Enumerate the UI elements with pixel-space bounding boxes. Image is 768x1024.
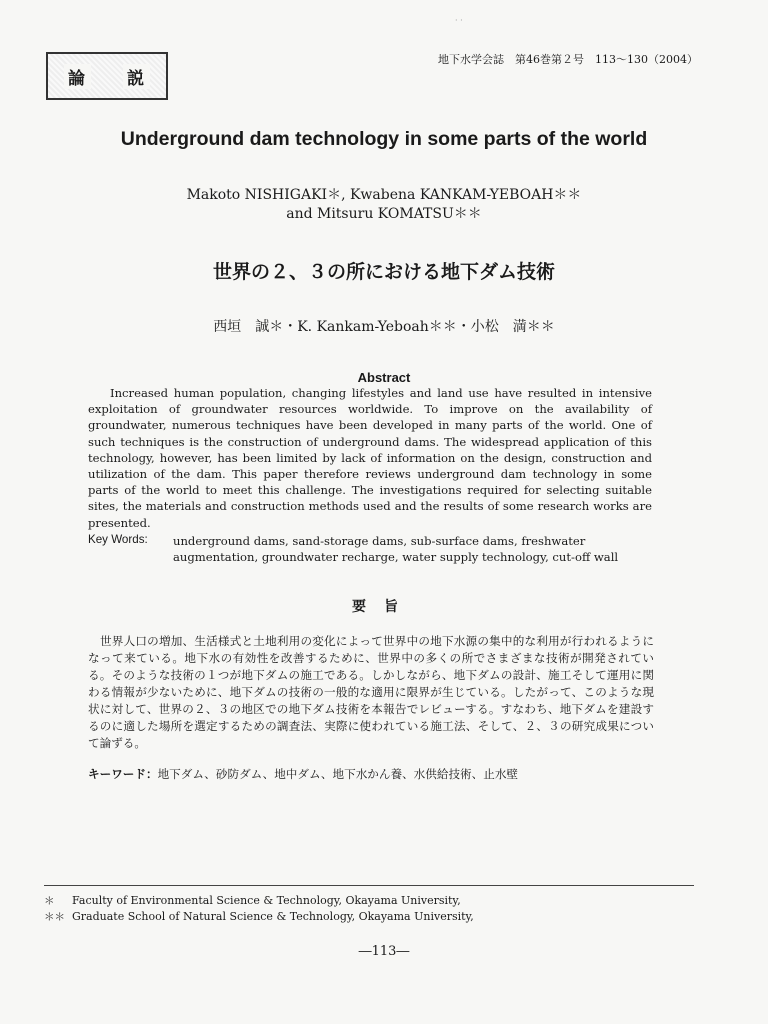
authors-line-1: Makoto NISHIGAKI＊, Kwabena KANKAM-YEBOAH＊＊ [186,187,582,203]
paper-title: Underground dam technology in some parts of the world [120,128,648,150]
abstract-body: Increased human population, changing lifestyles and land use have resulted in intensive exploitation of groundwater resources worldwide. To improve on the availability of groundwater, numerous techniques have been developed in many parts of the world. One of such techniques is the construction of underground dams. The widespread application of this technology, however, has been limited by lack of information on the design, construction and utilization of the dam. This paper therefore reviews underground dam technology in some parts of the world to meet this challenge. The investigations required for selecting suitable sites, the materials and construction methods used and the results of some research works are presented. [88,386,652,530]
stamp-char-2: 説 [123,64,150,89]
abstract-heading: Abstract [357,370,411,385]
japanese-authors: 西垣 誠＊・K. Kankam-Yeboah＊＊・小松 満＊＊ [213,319,555,335]
keywords-text: underground dams, sand-storage dams, sub-surface dams, freshwater augmentation, groundwater recharge, water supply technology, cut-off wall [173,534,619,564]
page-number: ―113― [358,944,410,959]
section-stamp [46,52,168,100]
footnote-2-mark: ＊＊ [44,911,65,923]
keywords-label: Key Words: [88,533,148,546]
scan-speck: · · [455,16,463,25]
japanese-keywords-label: キーワード： [88,767,158,781]
japanese-keywords-text: 地下ダム、砂防ダム、地中ダム、地下水かん養、水供給技術、止水壁 [157,767,519,781]
authors [0,186,768,224]
footnote-1-mark: ＊ [44,895,55,907]
stamp-char-1: 論 [64,64,91,89]
footnote-rule [44,885,694,886]
footnote-2-text: Graduate School of Natural Science & Technology, Okayama University, [72,910,474,923]
japanese-title: 世界の２、３の所における地下ダム技術 [212,261,555,283]
journal-info: 地下水学会誌 第46巻第２号 113～130（2004） [438,53,698,66]
youshi-body: 世界人口の増加、生活様式と土地利用の変化によって世界中の地下水源の集中的な利用が行われるようになって来ている。地下水の有効性を改善するために、世界中の多くの所でさまざまな技術が開発されている。そのような技術の１つが地下ダムの施工である。しかしながら、地下ダムの設計、施工そして運用に関わる情報が少ないために、地下ダムの技術の一般的な適用に限界が生じている。したがって、このような現状に対して、世界の２、３の地区での地下ダム技術を本報告でレビューする。すなわち、地下ダムを建設するのに適した場所を選定するための調査法、実際に使われている施工法、そして、２、３の研究成果について論ずる。 [88,634,654,750]
japanese-keywords [88,766,518,782]
footnote-1-text: Faculty of Environmental Science & Technology, Okayama University, [72,894,461,907]
youshi-heading: 要旨 [352,599,416,615]
authors-line-2: and Mitsuru KOMATSU＊＊ [286,206,482,222]
